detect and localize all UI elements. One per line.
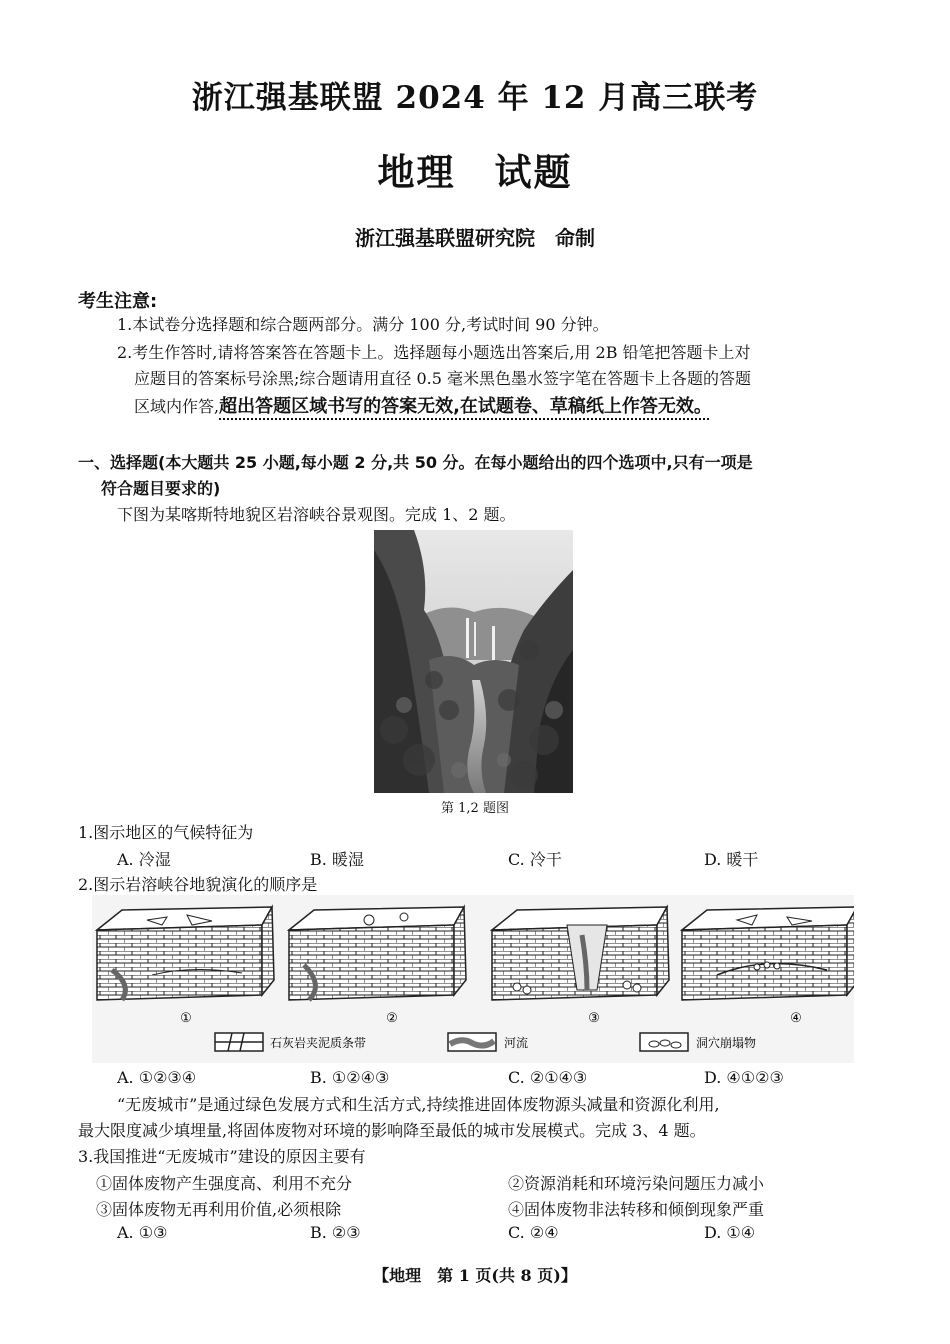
- block-4: [682, 907, 854, 1000]
- block-label-4: ④: [790, 1011, 802, 1026]
- q1-option-d[interactable]: D. 暖干: [704, 850, 759, 869]
- question-1-stem: 1.图示地区的气候特征为: [78, 823, 254, 842]
- legend-label-collapse: 洞穴崩塌物: [696, 1036, 757, 1050]
- notice-item-1: 1.本试卷分选择题和综合题两部分。满分 100 分,考试时间 90 分钟。: [117, 315, 609, 334]
- passage-line-1: “无废城市”是通过绿色发展方式和生活方式,持续推进固体废物源头减量和资源化利用,: [117, 1095, 720, 1114]
- notice-item-2-line-2: 应题目的答案标号涂黑;综合题请用直径 0.5 毫米黑色墨水签字笔在答题卡上各题的答题: [134, 369, 752, 388]
- q3-option-b[interactable]: B. ②③: [310, 1223, 361, 1242]
- q3-option-a[interactable]: A. ①③: [117, 1223, 168, 1242]
- exam-title: 浙江强基联盟 2024 年 12 月高三联考: [191, 80, 759, 116]
- q2-option-a[interactable]: A. ①②③④: [117, 1068, 197, 1087]
- compiler-line: 浙江强基联盟研究院 命制: [355, 226, 595, 250]
- legend-limestone: [215, 1033, 366, 1051]
- notice-normal-text: 区域内作答,: [134, 397, 220, 416]
- q3-option-d[interactable]: D. ①④: [704, 1223, 756, 1242]
- block-2: [289, 907, 466, 1000]
- notice-item-2-line-3: [134, 394, 712, 420]
- section-heading-line-1: 一、选择题(本大题共 25 小题,每小题 2 分,共 50 分。在每小题给出的四个选项中,只有一项是: [78, 453, 753, 472]
- block-label-1: ①: [180, 1011, 192, 1026]
- block-3: [492, 907, 669, 1000]
- notice-item-2-line-1: 2.考生作答时,请将答案答在答题卡上。选择题每小题选出答案后,用 2B 铅笔把答题卡上对: [117, 343, 751, 362]
- legend-river: [448, 1033, 528, 1051]
- question-intro: 下图为某喀斯特地貌区岩溶峡谷景观图。完成 1、2 题。: [117, 505, 516, 524]
- q2-option-d[interactable]: D. ④①②③: [704, 1068, 784, 1087]
- q3-statement-1: ①固体废物产生强度高、利用不充分: [96, 1174, 353, 1193]
- question-2-stem: 2.图示岩溶峡谷地貌演化的顺序是: [78, 875, 318, 894]
- q3-statement-4: ④固体废物非法转移和倾倒现象严重: [508, 1200, 765, 1219]
- figure-caption: 第 1,2 题图: [441, 801, 509, 816]
- legend-label-limestone: 石灰岩夹泥质条带: [270, 1036, 367, 1050]
- subject-title: 地理 试题: [377, 150, 573, 194]
- q3-statement-2: ②资源消耗和环境污染问题压力减小: [508, 1174, 765, 1193]
- canyon-photo-graphic: [374, 530, 573, 793]
- q2-option-c[interactable]: C. ②①④③: [508, 1068, 588, 1087]
- q3-option-c[interactable]: C. ②④: [508, 1223, 559, 1242]
- passage-line-2: 最大限度减少填埋量,将固体废物对环境的影响降至最低的城市发展模式。完成 3、4 题。: [78, 1121, 706, 1140]
- karst-evolution-diagram: [92, 895, 854, 1063]
- block-label-2: ②: [386, 1011, 398, 1026]
- q1-option-c[interactable]: C. 冷干: [508, 850, 562, 869]
- legend-collapse: [640, 1033, 756, 1051]
- q3-statement-3: ③固体废物无再利用价值,必须根除: [96, 1200, 342, 1219]
- block-label-3: ③: [588, 1011, 600, 1026]
- karst-blocks-graphic: [92, 895, 854, 1063]
- legend-label-river: 河流: [504, 1036, 529, 1050]
- q2-option-b[interactable]: B. ①②④③: [310, 1068, 390, 1087]
- q1-option-b[interactable]: B. 暖湿: [310, 850, 364, 869]
- notice-emphasis-text: 超出答题区域书写的答案无效,在试题卷、草稿纸上作答无效。: [219, 396, 712, 417]
- question-3-stem: 3.我国推进“无废城市”建设的原因主要有: [78, 1147, 366, 1166]
- notice-heading: 考生注意:: [78, 291, 158, 312]
- karst-canyon-photo: [374, 530, 573, 793]
- block-1: [97, 907, 274, 1000]
- q1-option-a[interactable]: A. 冷湿: [117, 850, 171, 869]
- section-heading-line-2: 符合题目要求的): [101, 479, 221, 498]
- page-footer: 【地理 第 1 页(共 8 页)】: [373, 1266, 577, 1285]
